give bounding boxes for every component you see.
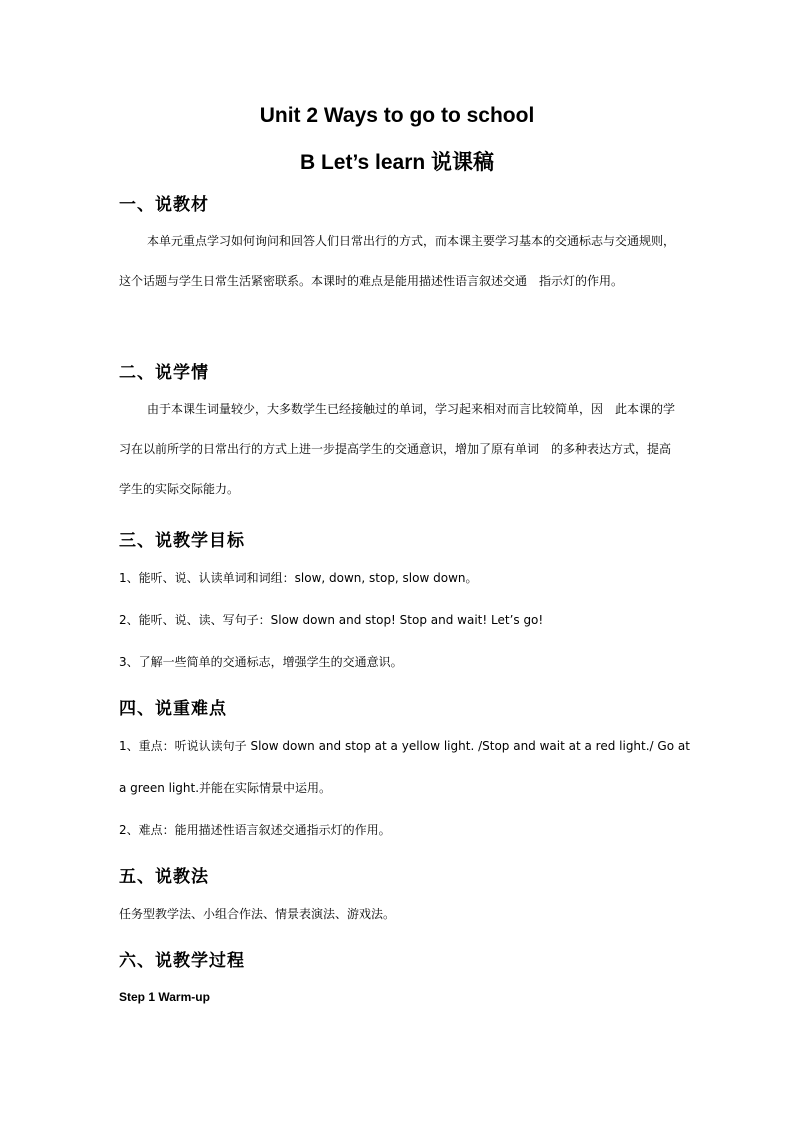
key-point-item-continued: a green light.并能在实际情景中运用。	[119, 781, 332, 795]
section-heading-teaching-material: 一、说教材	[119, 195, 209, 215]
section-heading-teaching-methods: 五、说教法	[119, 867, 209, 887]
difficult-point-item: 2、难点：能用描述性语言叙述交通指示灯的作用。	[119, 823, 391, 837]
section-heading-teaching-objectives: 三、说教学目标	[119, 531, 245, 551]
section-heading-key-difficult-points: 四、说重难点	[119, 699, 227, 719]
objective-item: 1、能听、说、认读单词和词组：slow, down, stop, slow down。	[119, 571, 478, 585]
objective-item: 2、能听、说、读、写句子：Slow down and stop! Stop and wait! Let’s go!	[119, 613, 544, 627]
section-paragraph-teaching-material: 本单元重点学习如何询问和回答人们日常出行的方式，而本课主要学习基本的交通标志与交通规则，这个话题与学生日常生活紧密联系。本课时的难点是能用描述性语言叙述交通 指示灯的作用。	[119, 234, 676, 288]
teaching-methods-text: 任务型教学法、小组合作法、情景表演法、游戏法。	[119, 907, 396, 921]
document-subtitle: B Let’s learn 说课稿	[299, 151, 495, 174]
section-paragraph-student-analysis: 由于本课生词量较少，大多数学生已经接触过的单词，学习起来相对而言比较简单，因 此本课的学习在以前所学的日常出行的方式上进一步提高学生的交通意识，增加了原有单词 的多种表达方式，提高学生的实际交际能力。	[119, 402, 676, 496]
step-heading: Step 1 Warm-up	[119, 990, 210, 1004]
section-heading-teaching-process: 六、说教学过程	[119, 951, 245, 971]
key-point-item: 1、重点：听说认读句子 Slow down and stop at a yellow light. /Stop and wait at a red light./ Go at	[119, 739, 690, 753]
section-heading-student-analysis: 二、说学情	[119, 363, 209, 383]
objective-item: 3、了解一些简单的交通标志，增强学生的交通意识。	[119, 655, 403, 669]
document-title: Unit 2 Ways to go to school	[259, 104, 535, 127]
